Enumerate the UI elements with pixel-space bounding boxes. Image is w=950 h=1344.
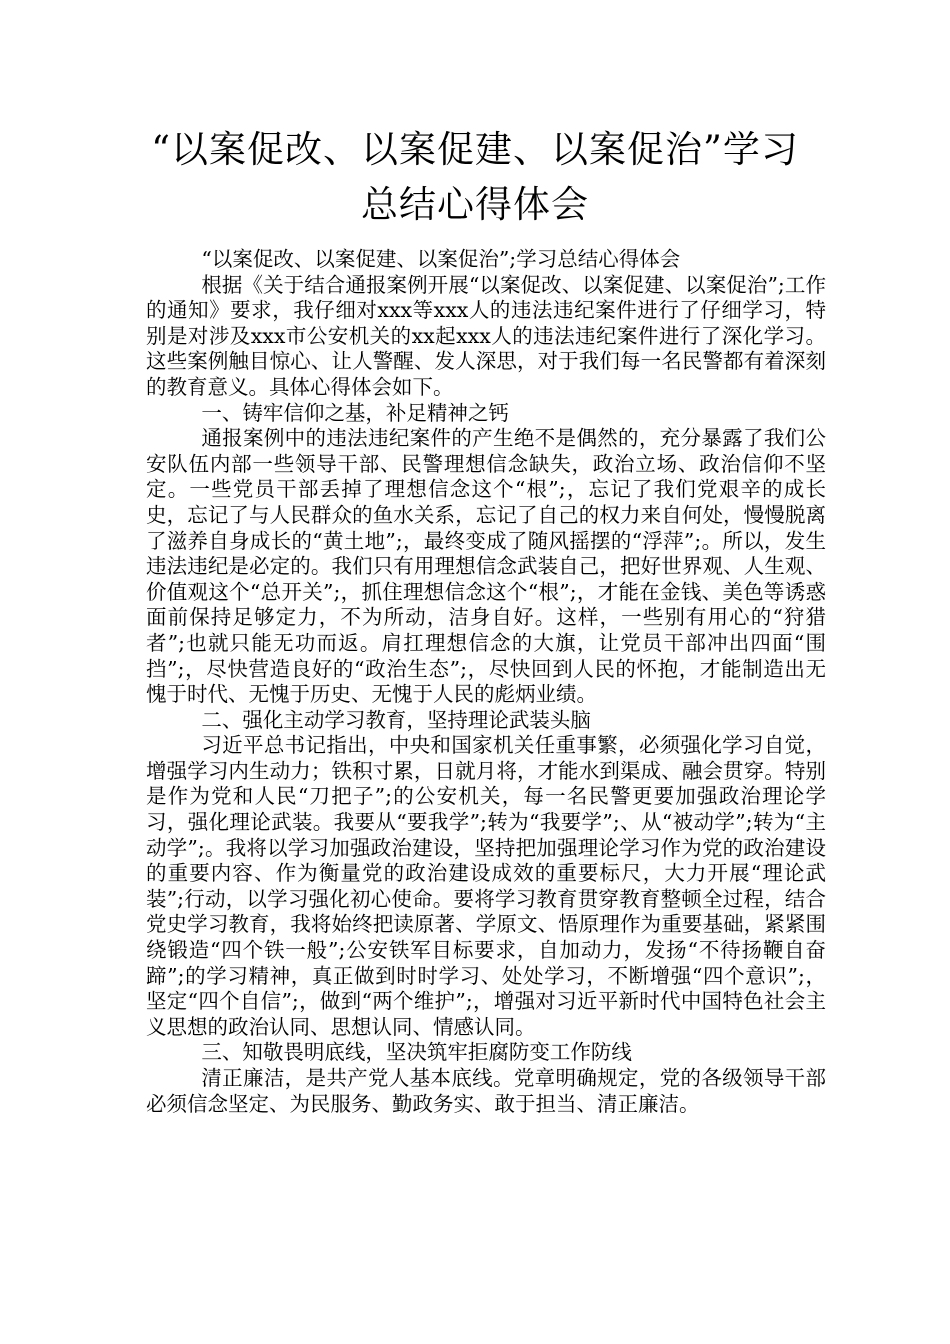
section-heading-1: 一、铸牢信仰之基，补足精神之钙 — [201, 400, 509, 425]
section-3-paragraph: 清正廉洁，是共产党人基本底线。党章明确规定，党的各级领导干部必须信念坚定、为民服务、勤政务实、敢于担当、清正廉洁。 — [146, 1066, 826, 1116]
subtitle-paragraph: “以案促改、以案促建、以案促治”;学习总结心得体会 — [201, 247, 681, 271]
document-body — [146, 247, 826, 1117]
section-heading-3: 三、知敬畏明底线，坚决筑牢拒腐防变工作防线 — [201, 1040, 632, 1065]
document-title-line-2: 总结心得体会 — [361, 183, 589, 226]
section-2-paragraph: 习近平总书记指出，中央和国家机关任重事繁，必须强化学习自觉，增强学习内生动力；铁积寸累，日就月将，才能水到渠成、融会贯穿。特别是作为党和人民“刀把子”;的公安机关，每一名民警更要加强政治理论学习，强化理论武装。我要从“要我学”;转为“我要学”;、从“被动学”;转为“主动学”;。我将以学习加强政治建设，坚持把加强理论学习作为党的政治建设的重要内容、作为衡量党的政治建设成效的重要标尺，大力开展“理论武装”;行动，以学习强化初心使命。要将学习教育贯穿教育整顿全过程，结合党史学习教育，我将始终把读原著、学原文、悟原理作为重要基础，紧紧围绕锻造“四个铁一般”;公安铁军目标要求，自加动力，发扬“不待扬鞭自奋蹄”;的学习精神，真正做到时时学习、处处学习，不断增强“四个意识”;，坚定“四个自信”;，做到“两个维护”;，增强对习近平新时代中国特色社会主义思想的政治认同、思想认同、情感认同。 — [146, 733, 826, 1039]
intro-paragraph: 根据《关于结合通报案例开展“以案促改、以案促建、以案促治”;工作的通知》要求，我仔细对xxx等xxx人的违法违纪案件进行了仔细学习，特别是对涉及xxx市公安机关的xx起xxx人的违法违纪案件进行了深化学习。这些案例触目惊心、让人警醒、发人深思，对于我们每一名民警都有着深刻的教育意义。具体心得体会如下。 — [146, 272, 826, 399]
section-1-paragraph: 通报案例中的违法违纪案件的产生绝不是偶然的，充分暴露了我们公安队伍内部一些领导干部、民警理想信念缺失，政治立场、政治信仰不坚定。一些党员干部丢掉了理想信念这个“根”;，忘记了我们党艰辛的成长史，忘记了与人民群众的鱼水关系，忘记了自己的权力来自何处，慢慢脱离了滋养自身成长的“黄土地”;，最终变成了随风摇摆的“浮萍”;。所以，发生违法违纪是必定的。我们只有用理想信念武装自己，把好世界观、人生观、价值观这个“总开关”;，抓住理想信念这个“根”;，才能在金钱、美色等诱惑面前保持足够定力，不为所动，洁身自好。这样，一些别有用心的“狩猎者”;也就只能无功而返。肩扛理想信念的大旗，让党员干部冲出四面“围挡”;，尽快营造良好的“政治生态”;，尽快回到人民的怀抱，才能制造出无愧于时代、无愧于历史、无愧于人民的彪炳业绩。 — [146, 426, 826, 707]
document-title-line-1: “以案促改、以案促建、以案促治”学习 — [151, 128, 799, 171]
section-heading-2: 二、强化主动学习教育，坚持理论武装头脑 — [201, 707, 591, 732]
